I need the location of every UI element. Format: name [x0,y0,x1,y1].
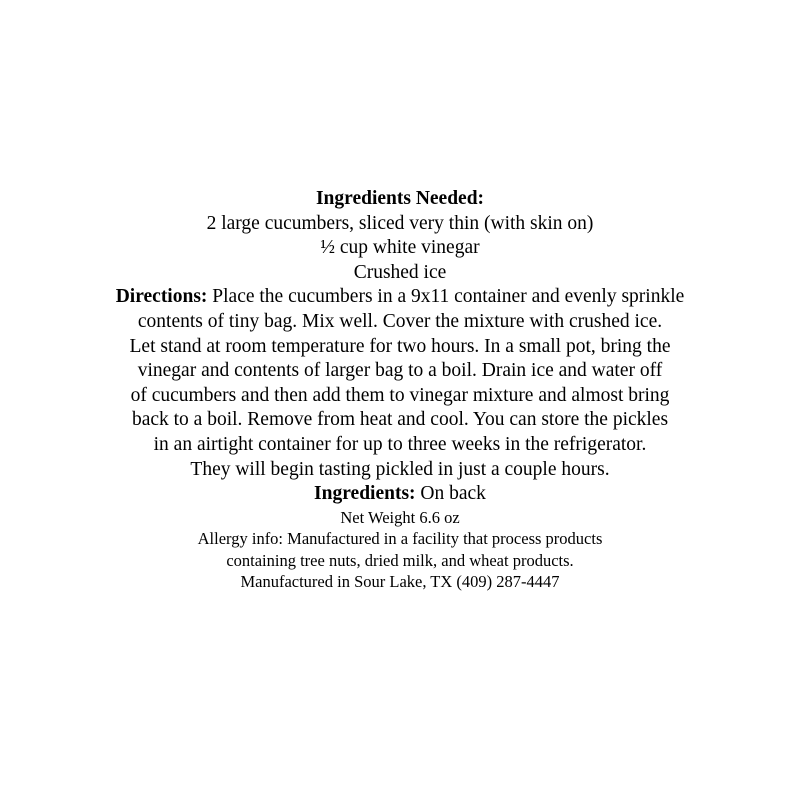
directions-text: of cucumbers and then add them to vinegar mixture and almost bring [130,384,670,406]
ingredients-line [0,482,800,507]
net-weight: Net Weight 6.6 oz [340,507,460,527]
directions-text: Place the cucumbers in a 9x11 container and evenly sprinkle [212,286,685,308]
ingredient-item-cucumbers: 2 large cucumbers, sliced very thin (with skin on) [206,212,594,234]
directions-text: They will begin tasting pickled in just a couple hours. [190,458,610,480]
manufacturer-info: Manufactured in Sour Lake, TX (409) 287-4447 [240,572,560,592]
ingredient-item-ice: Crushed ice [353,261,447,283]
directions-line [0,285,800,310]
ingredients-value: On back [420,483,486,505]
directions-text: contents of tiny bag. Mix well. Cover the mixture with crushed ice. [137,310,663,332]
product-label [0,187,800,593]
ingredient-item-vinegar: ½ cup white vinegar [320,237,480,259]
allergy-info: Allergy info: Manufactured in a facility that process products [197,529,603,549]
ingredients-needed-heading: Ingredients Needed: [315,188,485,209]
directions-heading: Directions: [115,286,208,308]
directions-text: back to a boil. Remove from heat and cool. You can store the pickles [131,409,669,431]
directions-text: in an airtight container for up to three weeks in the refrigerator. [153,433,647,455]
ingredients-heading: Ingredients: [314,483,416,505]
directions-text: Let stand at room temperature for two hours. In a small pot, bring the [129,335,671,357]
allergy-info: containing tree nuts, dried milk, and wheat products. [226,550,574,570]
directions-text: vinegar and contents of larger bag to a boil. Drain ice and water off [137,360,663,382]
